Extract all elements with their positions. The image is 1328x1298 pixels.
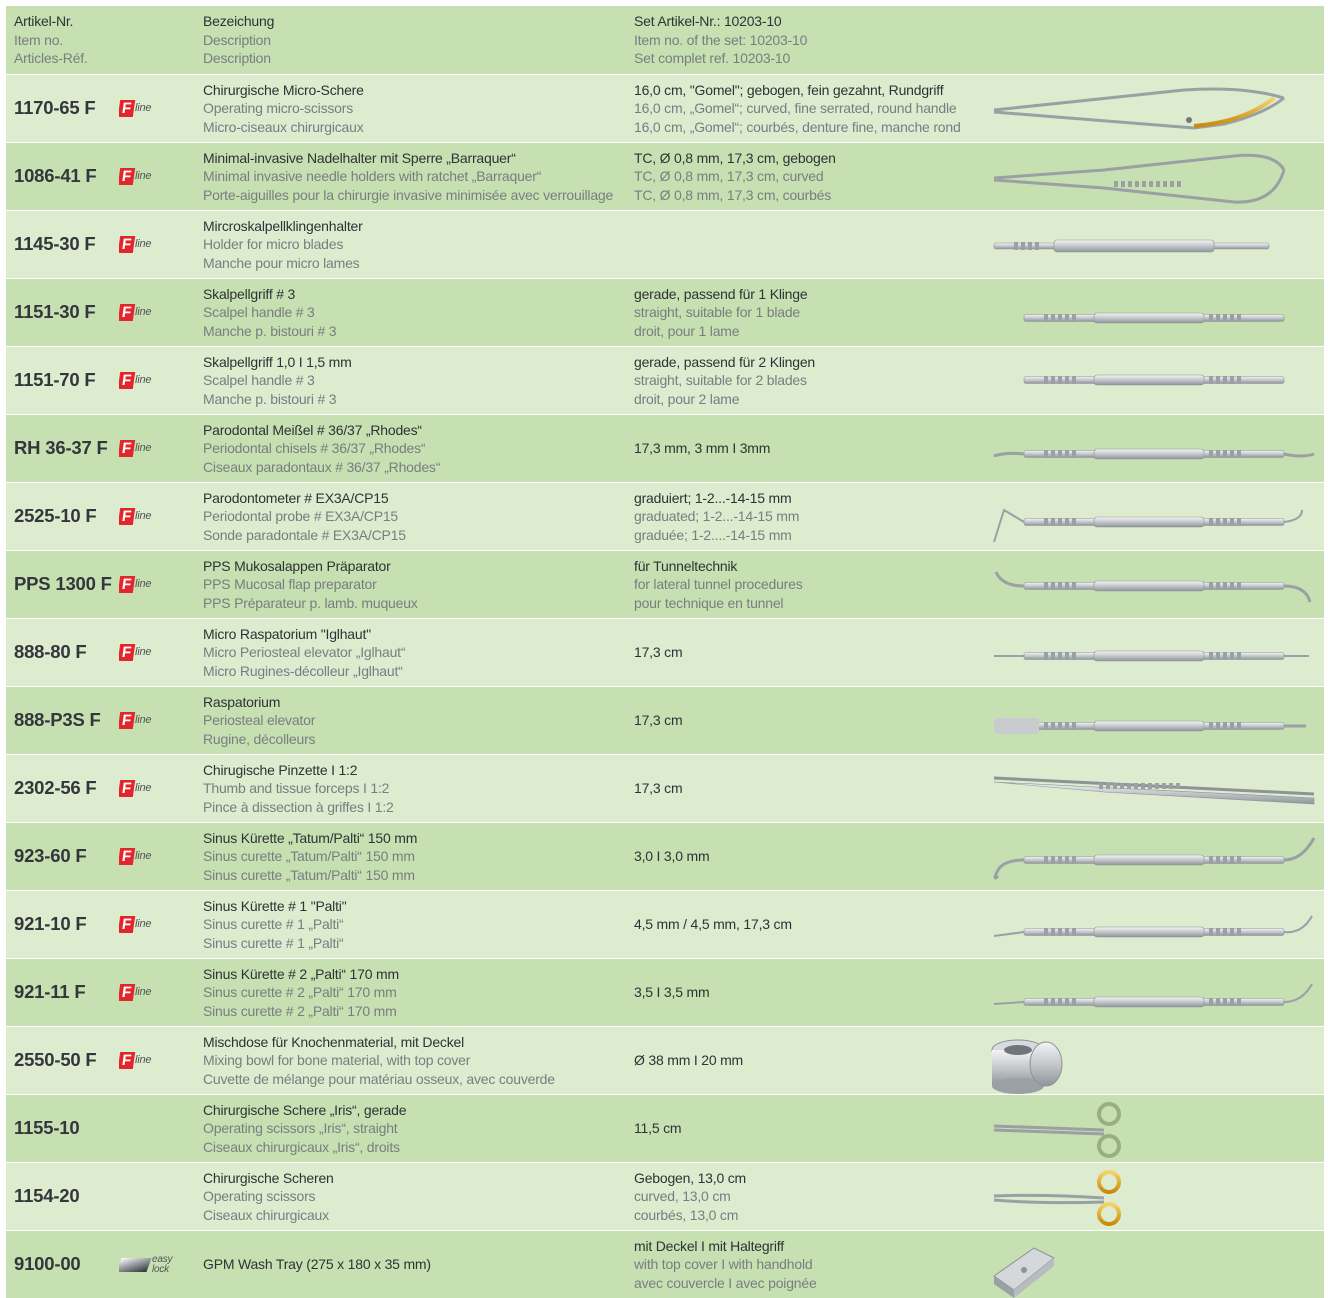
description: GPM Wash Tray (275 x 180 x 35 mm) (203, 1256, 431, 1273)
needle-holder-icon (984, 144, 1318, 210)
product-image (984, 143, 1318, 210)
table-row (6, 618, 1324, 686)
scalpel-handle-icon (984, 280, 1318, 346)
table-row (6, 210, 1324, 278)
article-number: 1086-41 F (14, 165, 97, 187)
specification: 3,5 I 3,5 mm (634, 984, 710, 1001)
article-number: 1154-20 (14, 1185, 80, 1207)
specification: gerade, passend für 2 Klingen straight, suitable for 2 blades droit, pour 2 lame (634, 353, 815, 407)
description: Parodontal Meißel # 36/37 „Rhodes“ Periodontal chisels # 36/37 „Rhodes“ Ciseaux paradontaux # 36/37 „Rhodes“ (203, 421, 441, 475)
header-set-number: Set Artikel-Nr.: 10203-10 Item no. of the set: 10203-10 Set complet ref. 10203-10 (634, 13, 808, 67)
fline-badge: F line (119, 483, 179, 550)
specification: 11,5 cm (634, 1120, 682, 1137)
table-row (6, 550, 1324, 618)
specification: 16,0 cm, "Gomel"; gebogen, fein gezahnt, Rundgriff 16,0 cm, „Gomel“; curved, fine serrated, round handle 16,0 cm, „Gomel“; courbés, denture fine, manche rond (634, 81, 961, 135)
specification: Gebogen, 13,0 cm curved, 13,0 cm courbés, 13,0 cm (634, 1169, 746, 1223)
article-number: 921-10 F (14, 913, 87, 935)
description: Skalpellgriff 1,0 I 1,5 mm Scalpel handle # 3 Manche p. bistouri # 3 (203, 353, 352, 407)
table-row (6, 1026, 1324, 1094)
specification: 17,3 mm, 3 mm I 3mm (634, 440, 771, 457)
article-number: 9100-00 (14, 1253, 81, 1275)
article-number: PPS 1300 F (14, 573, 112, 595)
specification: Ø 38 mm I 20 mm (634, 1052, 744, 1069)
article-number: 888-80 F (14, 641, 87, 663)
article-number: 1145-30 F (14, 233, 96, 255)
table-row (6, 482, 1324, 550)
micro-scissors-icon (984, 76, 1318, 142)
article-number: 2525-10 F (14, 505, 97, 527)
product-image (984, 823, 1318, 890)
easylock-badge: easy lock (119, 1231, 179, 1298)
product-image (984, 1027, 1318, 1094)
product-image (984, 551, 1318, 618)
article-number: 921-11 F (14, 981, 86, 1003)
fline-badge: F line (119, 75, 179, 142)
specification: 17,3 cm (634, 644, 683, 661)
specification: mit Deckel I mit Haltegriff with top cover I with handhold avec couvercle I avec poignée (634, 1237, 817, 1291)
description: Chirurgische Schere „Iris“, gerade Operating scissors „Iris“, straight Ciseaux chirurgicaux „Iris“, droits (203, 1101, 407, 1155)
product-image (984, 687, 1318, 754)
flap-preparator-icon (984, 552, 1318, 618)
description: Raspatorium Periosteal elevator Rugine, décolleurs (203, 693, 316, 747)
fline-badge: F line (119, 619, 179, 686)
product-image (984, 755, 1318, 822)
product-image (984, 75, 1318, 142)
fline-badge: F line (119, 823, 179, 890)
description: Sinus Kürette # 2 „Palti“ 170 mm Sinus curette # 2 „Palti“ 170 mm Sinus curette # 2 „Palti“ 170 mm (203, 965, 399, 1019)
table-row (6, 278, 1324, 346)
scalpel-handle-double-icon (984, 348, 1318, 414)
product-image (984, 619, 1318, 686)
description: Chirurgische Micro-Schere Operating micro-scissors Micro-ciseaux chirurgicaux (203, 81, 364, 135)
description: Chirurgische Scheren Operating scissors Ciseaux chirurgicaux (203, 1169, 334, 1223)
table-row (6, 890, 1324, 958)
fline-badge: F line (119, 959, 179, 1026)
product-image (984, 959, 1318, 1026)
sinus-curette-icon (984, 824, 1318, 890)
article-number: 888-P3S F (14, 709, 101, 731)
product-image (984, 483, 1318, 550)
curved-scissors-icon (984, 1164, 1318, 1230)
wash-tray-icon (984, 1232, 1318, 1298)
article-number: 923-60 F (14, 845, 87, 867)
product-image (984, 415, 1318, 482)
article-number: 2302-56 F (14, 777, 97, 799)
easylock-icon (119, 1258, 152, 1272)
product-image (984, 279, 1318, 346)
table-row (6, 346, 1324, 414)
description: Chirugische Pinzette I 1:2 Thumb and tissue forceps I 1:2 Pince à dissection à griffes I 1:2 (203, 761, 394, 815)
forceps-icon (984, 756, 1318, 822)
fline-badge: F line (119, 551, 179, 618)
table-row (6, 822, 1324, 890)
periosteal-elevator-icon (984, 688, 1318, 754)
specification (634, 211, 984, 278)
product-image (984, 1095, 1318, 1162)
table-row (6, 958, 1324, 1026)
table-row (6, 754, 1324, 822)
fline-badge: F line (119, 279, 179, 346)
specification: TC, Ø 0,8 mm, 17,3 cm, gebogen TC, Ø 0,8 mm, 17,3 cm, curved TC, Ø 0,8 mm, 17,3 cm, courbés (634, 149, 836, 203)
table-row (6, 686, 1324, 754)
micro-elevator-icon (984, 620, 1318, 686)
table-row (6, 74, 1324, 142)
probe-icon (984, 484, 1318, 550)
mixing-bowl-icon (984, 1028, 1318, 1094)
description: PPS Mukosalappen Präparator PPS Mucosal flap preparator PPS Préparateur p. lamb. muqueux (203, 557, 418, 611)
table-row (6, 1230, 1324, 1298)
description: Parodontometer # EX3A/CP15 Periodontal probe # EX3A/CP15 Sonde paradontale # EX3A/CP15 (203, 489, 406, 543)
description: Sinus Kürette # 1 "Palti" Sinus curette # 1 „Palti“ Sinus curette # 1 „Palti“ (203, 897, 347, 951)
sinus-curette-1-icon (984, 892, 1318, 958)
description: Minimal-invasive Nadelhalter mit Sperre „Barraquer“ Minimal invasive needle holders with ratchet „Barraquer“ Porte-aiguilles pour la chirurgie invasive minimisée avec verrouillage (203, 149, 614, 203)
description: Skalpellgriff # 3 Scalpel handle # 3 Manche p. bistouri # 3 (203, 285, 337, 339)
article-number: 1151-70 F (14, 369, 96, 391)
header-article-number: Artikel-Nr. Item no. Articles-Réf. (14, 13, 88, 67)
table-row (6, 1162, 1324, 1230)
table-row (6, 414, 1324, 482)
fline-badge: F line (119, 347, 179, 414)
article-number: 1151-30 F (14, 301, 96, 323)
specification: für Tunneltechnik for lateral tunnel procedures pour technique en tunnel (634, 557, 803, 611)
article-number: 1170-65 F (14, 97, 96, 119)
blade-holder-icon (984, 212, 1318, 278)
product-image (984, 347, 1318, 414)
fline-badge: F line (119, 891, 179, 958)
specification: 17,3 cm (634, 712, 683, 729)
specification: 17,3 cm (634, 780, 683, 797)
article-number: RH 36-37 F (14, 437, 108, 459)
fline-badge: F line (119, 211, 179, 278)
article-number: 1155-10 (14, 1117, 80, 1139)
product-image (984, 1231, 1318, 1298)
specification: gerade, passend für 1 Klinge straight, suitable for 1 blade droit, pour 1 lame (634, 285, 808, 339)
fline-badge: F line (119, 755, 179, 822)
header-description: Bezeichung Description Description (203, 13, 275, 67)
iris-scissors-icon (984, 1096, 1318, 1162)
fline-badge: F line (119, 415, 179, 482)
description: Mircroskalpellklingenhalter Holder for micro blades Manche pour micro lames (203, 217, 363, 271)
fline-badge: F line (119, 687, 179, 754)
description: Sinus Kürette „Tatum/Palti“ 150 mm Sinus curette „Tatum/Palti“ 150 mm Sinus curette „Tatum/Palti“ 150 mm (203, 829, 418, 883)
chisel-icon (984, 416, 1318, 482)
article-number: 2550-50 F (14, 1049, 97, 1071)
table-header (6, 6, 1324, 74)
table-row (6, 142, 1324, 210)
product-image (984, 891, 1318, 958)
specification: 4,5 mm / 4,5 mm, 17,3 cm (634, 916, 792, 933)
description: Micro Raspatorium "Iglhaut" Micro Periosteal elevator „Iglhaut“ Micro Rugines-décolleur „Iglhaut“ (203, 625, 406, 679)
table-row (6, 1094, 1324, 1162)
specification: graduiert; 1-2...-14-15 mm graduated; 1-2...-14-15 mm graduée; 1-2....-14-15 mm (634, 489, 800, 543)
product-image (984, 211, 1318, 278)
fline-badge: F line (119, 1027, 179, 1094)
description: Mischdose für Knochenmaterial, mit Deckel Mixing bowl for bone material, with top cover Cuvette de mélange pour matériau osseux, avec couverde (203, 1033, 555, 1087)
sinus-curette-2-icon (984, 960, 1318, 1026)
fline-badge: F line (119, 143, 179, 210)
product-image (984, 1163, 1318, 1230)
specification: 3,0 I 3,0 mm (634, 848, 710, 865)
